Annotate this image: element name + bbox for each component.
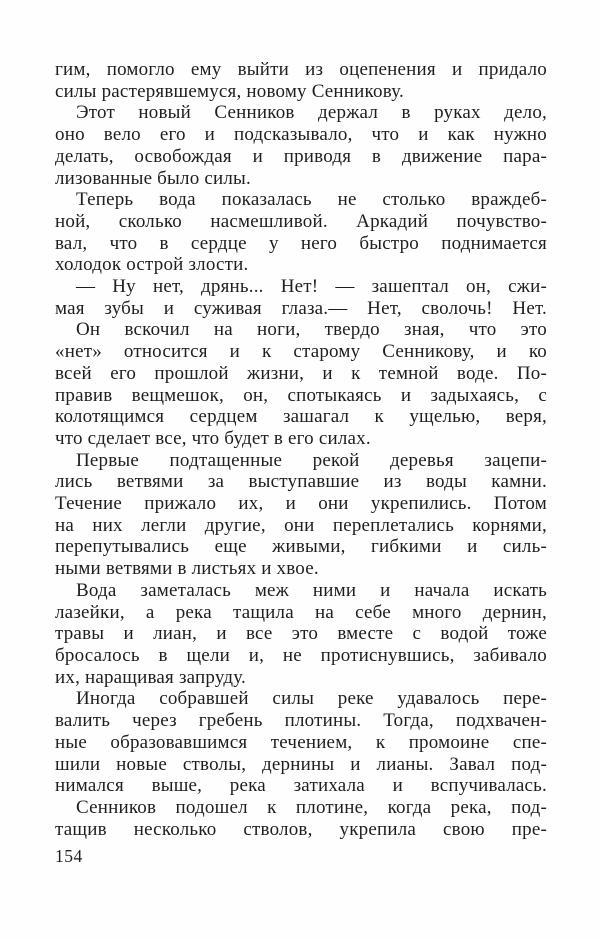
text-line: — Ну нет, дрянь... Нет! — зашептал он, сжи- bbox=[76, 276, 547, 298]
text-line: перепутывались еще живыми, гибкими и силь- bbox=[55, 536, 547, 558]
text-line: Теперь вода показалась не столько враждеб- bbox=[76, 189, 547, 211]
text-line: силы растерявшемуся, новому Сенникову. bbox=[55, 80, 404, 102]
text-line: Вода заметалась меж ними и начала искать bbox=[76, 579, 547, 601]
text-line: Иногда собравшей силы реке удавалось пере- bbox=[76, 688, 547, 710]
text-line: их, наращивая запруду. bbox=[55, 666, 246, 688]
text-line: Он вскочил на ноги, твердо зная, что это bbox=[76, 319, 547, 341]
text-line: бросалось в щели и, не протиснувшись, забивало bbox=[55, 644, 547, 666]
text-line: гим, помогло ему выйти из оцепенения и придало bbox=[55, 59, 547, 80]
text-line: Течение прижало их, и они укрепились. Потом bbox=[55, 493, 547, 515]
text-line: ной, сколько насмешливой. Аркадий почувство- bbox=[55, 210, 547, 232]
text-line: холодок острой злости. bbox=[55, 254, 249, 276]
text-line: шили новые стволы, дернины и лианы. Завал под- bbox=[55, 753, 547, 775]
text-line: колотящимся сердцем зашагал к ущелью, веря, bbox=[55, 406, 547, 428]
text-line: всей его прошлой жизни, и к темной воде. По- bbox=[55, 362, 547, 384]
text-line: вал, что в сердце у него быстро поднимается bbox=[55, 232, 547, 254]
page-text bbox=[55, 59, 547, 840]
text-line: лизованные было силы. bbox=[55, 167, 251, 189]
text-line: на них легли другие, они переплетались корнями, bbox=[55, 514, 547, 536]
page-number: 154 bbox=[55, 846, 83, 866]
text-line: нимался выше, река затихала и вспучивалась. bbox=[55, 775, 547, 797]
text-line: Сенников подошел к плотине, когда река, под- bbox=[76, 796, 547, 818]
text-line: мая зубы и суживая глаза.— Нет, сволочь! Нет. bbox=[55, 297, 547, 319]
text-line: лазейки, а река тащила на себе много дернин, bbox=[55, 601, 547, 623]
text-line: ными ветвями в листьях и хвое. bbox=[55, 558, 319, 580]
text-line: лись ветвями за выступавшие из воды камни. bbox=[55, 471, 547, 493]
text-line: делать, освобождая и приводя в движение пара- bbox=[55, 145, 547, 167]
text-line: валить через гребень плотины. Тогда, подхвачен- bbox=[55, 710, 547, 732]
text-line: оно вело его и подсказывало, что и как нужно bbox=[55, 124, 547, 146]
text-line: правив вещмешок, он, спотыкаясь и задыхаясь, с bbox=[55, 384, 547, 406]
text-line: тащив несколько стволов, укрепила свою пре- bbox=[55, 818, 547, 840]
text-line: что сделает все, что будет в его силах. bbox=[55, 427, 371, 449]
text-line: ные образовавшимся течением, к промоине спе- bbox=[55, 731, 547, 753]
text-line: Этот новый Сенников держал в руках дело, bbox=[76, 102, 547, 124]
text-line: «нет» относится и к старому Сенникову, и ко bbox=[55, 341, 547, 363]
text-line: Первые подтащенные рекой деревья зацепи- bbox=[76, 449, 547, 471]
text-line: травы и лиан, и все это вместе с водой тоже bbox=[55, 623, 547, 645]
